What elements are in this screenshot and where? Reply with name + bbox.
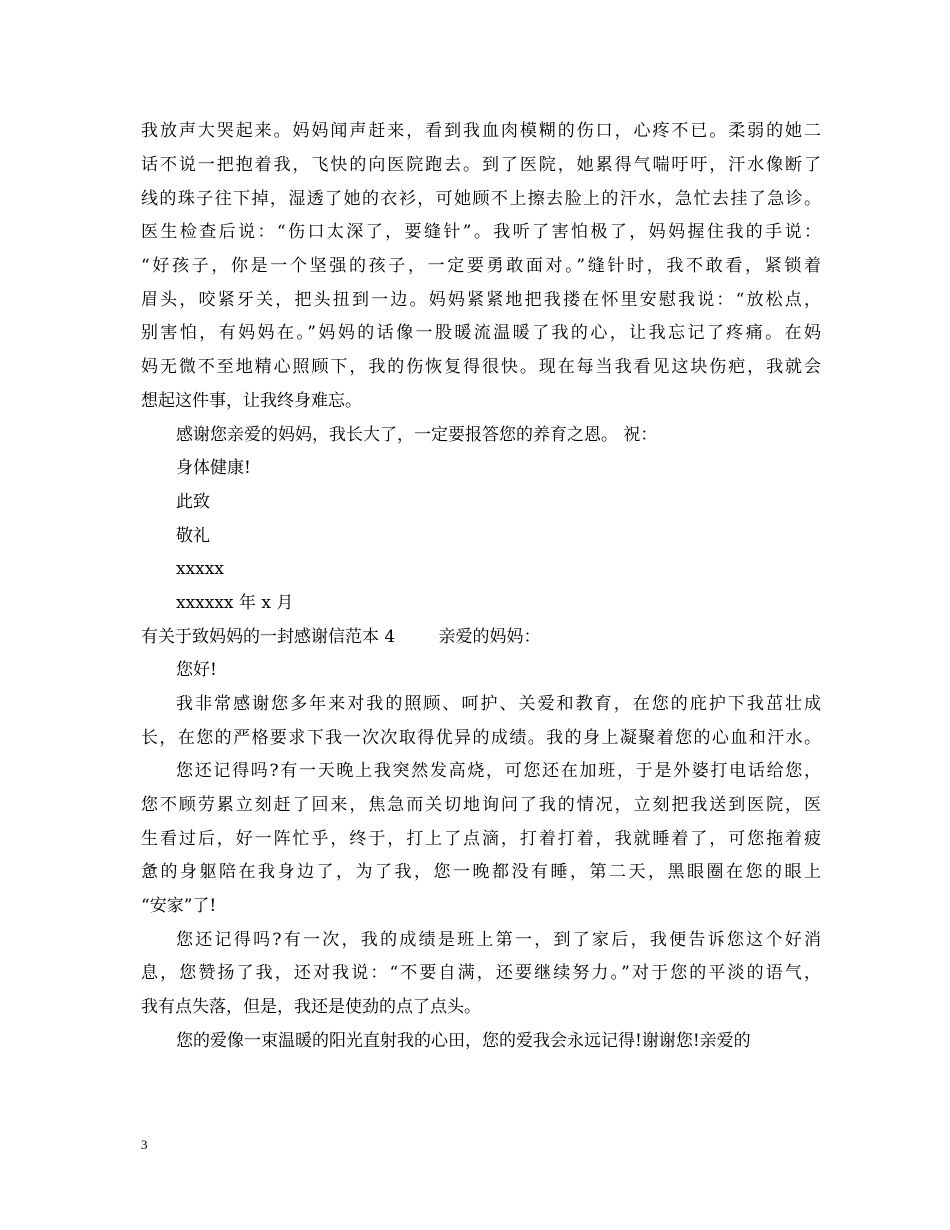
- text-line: “安家”了!: [141, 896, 217, 916]
- text-line: 长，在您的严格要求下我一次次取得优异的成绩。我的身上凝聚着您的心血和汗水。: [141, 728, 821, 748]
- text-line: 您好!: [176, 660, 217, 680]
- text-line: 生看过后，好一阵忙乎，终于，打上了点滴，打着打着，我就睡着了，可您拖着疲: [141, 829, 821, 849]
- text-line: 敬礼: [176, 526, 210, 546]
- text-line: xxxxx: [176, 559, 224, 579]
- text-line: 我放声大哭起来。妈妈闻声赶来，看到我血肉模糊的伤口，心疼不已。柔弱的她二: [141, 121, 821, 141]
- text-line: 我非常感谢您多年来对我的照顾、呵护、关爱和教育，在您的庇护下我茁壮成: [176, 694, 821, 714]
- page-number: 3: [141, 1137, 148, 1152]
- text-line: 医生检查后说：“伤口太深了，要缝针”。我听了害怕极了，妈妈握住我的手说：: [141, 222, 821, 242]
- text-line: “好孩子，你是一个坚强的孩子，一定要勇敢面对。”缝针时，我不敢看，紧锁着: [141, 256, 821, 276]
- text-line: 别害怕，有妈妈在。”妈妈的话像一股暖流温暖了我的心，让我忘记了疼痛。在妈: [141, 323, 821, 343]
- text-line: 您还记得吗?有一天晚上我突然发高烧，可您还在加班，于是外婆打电话给您，: [176, 761, 821, 781]
- text-line: 惫的身躯陪在我身边了，为了我，您一晚都没有睡，第二天，黑眼圈在您的眼上: [141, 862, 821, 882]
- text-line: xxxxxx 年 x 月: [176, 593, 294, 613]
- text-line: 想起这件事，让我终身难忘。: [141, 391, 362, 411]
- text-line: 您还记得吗?有一次，我的成绩是班上第一，到了家后，我便告诉您这个好消: [176, 930, 821, 950]
- text-line: 话不说一把抱着我，飞快的向医院跑去。到了医院，她累得气喘吁吁，汗水像断了: [141, 155, 821, 175]
- text-line: 感谢您亲爱的妈妈，我长大了，一定要报答您的养育之恩。 祝：: [176, 425, 658, 445]
- text-line: 您不顾劳累立刻赶了回来，焦急而关切地询问了我的情况，立刻把我送到医院，医: [141, 795, 821, 815]
- text-line: 此致: [176, 492, 210, 512]
- text-line: 我有点失落，但是，我还是使劲的点了点头。: [141, 997, 481, 1017]
- text-line: 息，您赞扬了我，还对我说：“不要自满，还要继续努力。”对于您的平淡的语气，: [141, 963, 821, 983]
- text-line: 线的珠子往下掉，湿透了她的衣衫，可她顾不上擦去脸上的汗水，急忙去挂了急诊。: [141, 189, 821, 209]
- text-line: 身体健康!: [176, 458, 251, 478]
- text-line: 您的爱像一束温暖的阳光直射我的心田，您的爱我会永远记得!谢谢您!亲爱的: [176, 1031, 751, 1051]
- text-line: 眉头，咬紧牙关，把头扭到一边。妈妈紧紧地把我搂在怀里安慰我说：“放松点，: [141, 290, 821, 310]
- text-line: 妈无微不至地精心照顾下，我的伤恢复得很快。现在每当我看见这块伤疤，我就会: [141, 357, 821, 377]
- section-heading: 有关于致妈妈的一封感谢信范本 4 亲爱的妈妈：: [141, 627, 541, 647]
